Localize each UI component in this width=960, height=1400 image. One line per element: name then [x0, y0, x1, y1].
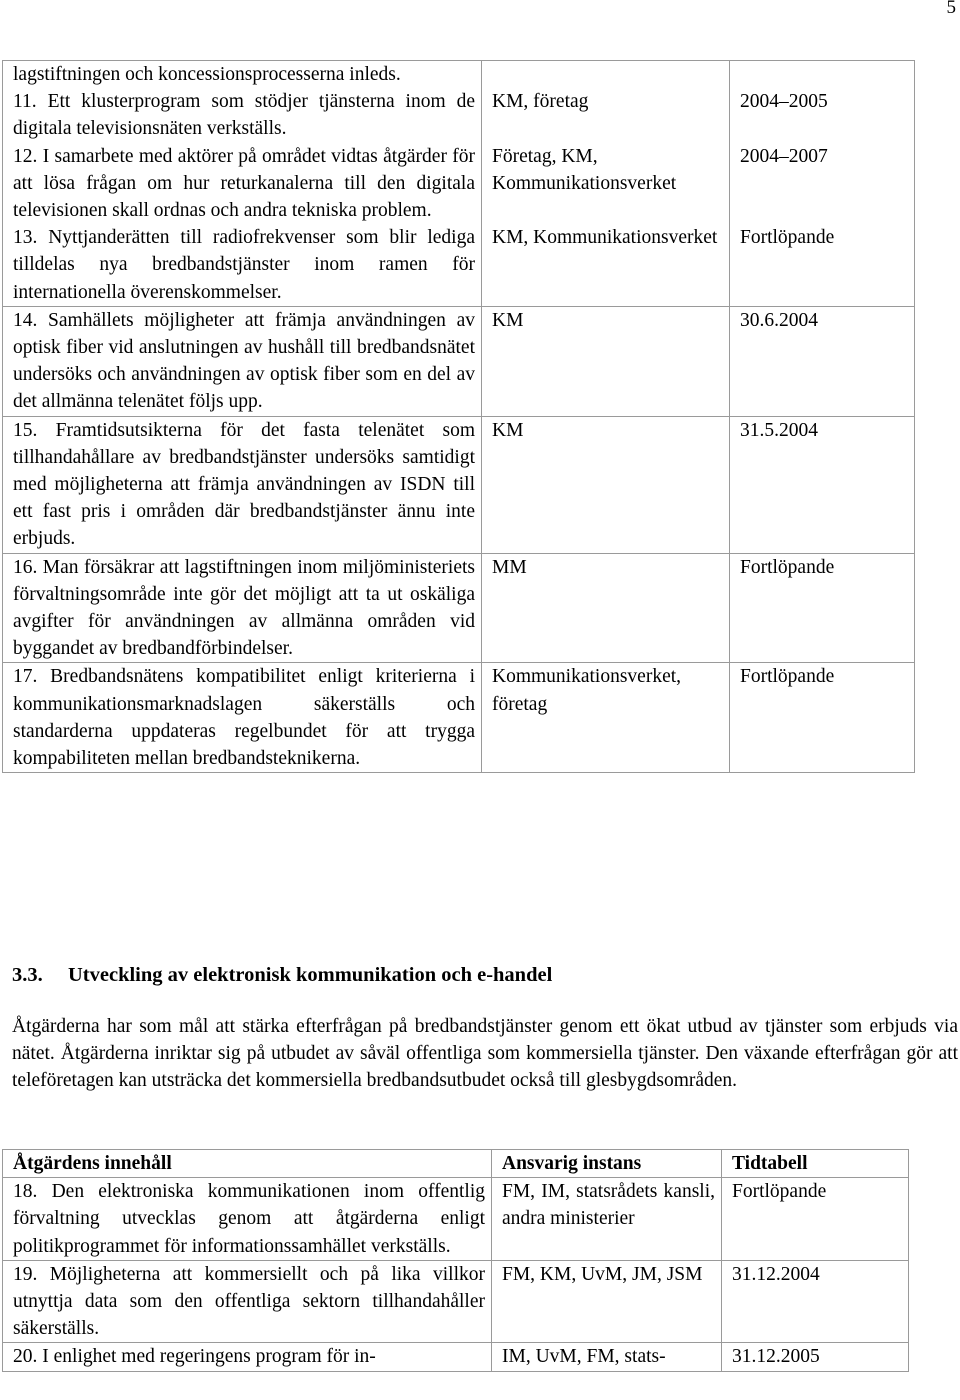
measures-table-continued [2, 60, 915, 773]
table-row [3, 416, 915, 553]
timetable-cell: 2004–2005 [730, 88, 915, 142]
section-heading [12, 962, 552, 989]
timetable-cell [730, 61, 915, 89]
table-row [3, 553, 915, 663]
timetable-cell: 31.12.2004 [722, 1260, 909, 1343]
timetable-cell: 31.5.2004 [730, 416, 915, 553]
header-measure: Åtgärdens innehåll [3, 1150, 492, 1178]
timetable-cell: 2004–2007 [730, 143, 915, 225]
responsible-cell: Företag, KM, Kommunikationsverket [482, 143, 730, 225]
page-number: 5 [946, 0, 956, 18]
measure-cell: 19. Möjligheterna att kommersiellt och på lika villkor utnyttja data som den offentliga sektorn tillhandahåller säkerställs. [3, 1260, 492, 1343]
table-row [3, 61, 915, 89]
table-row [3, 1178, 909, 1261]
measure-cell: 11. Ett klusterprogram som stödjer tjänsterna inom de digitala televisionsnäten verkställs. [3, 88, 482, 142]
responsible-cell: FM, KM, UvM, JM, JSM [492, 1260, 722, 1343]
table-row [3, 306, 915, 416]
header-timetable: Tidtabell [722, 1150, 909, 1178]
timetable-cell: 31.12.2005 [722, 1343, 909, 1371]
table-row [3, 224, 915, 306]
table-row [3, 88, 915, 142]
timetable-cell: Fortlöpande [730, 224, 915, 306]
responsible-cell: MM [482, 553, 730, 663]
measures-table [2, 1149, 909, 1372]
measure-cell: 17. Bredbandsnätens kompatibilitet enligt kriterierna i kommunikationsmarknadslagen säkerställs och standarderna uppdateras regelbundet för att trygga kompabiliteten mellan bredbandsteknikerna. [3, 663, 482, 773]
measure-cell: lagstiftningen och koncessionsprocesserna inleds. [3, 61, 482, 89]
responsible-cell: IM, UvM, FM, stats- [492, 1343, 722, 1371]
responsible-cell: KM, företag [482, 88, 730, 142]
table-row [3, 143, 915, 225]
measure-cell: 14. Samhällets möjligheter att främja användningen av optisk fiber vid anslutningen av hushåll till bredbandsnätet undersöks och användningen av optisk fiber som en del av det allmänna telenätet följs upp. [3, 306, 482, 416]
timetable-cell: Fortlöpande [730, 553, 915, 663]
responsible-cell: Kommunikationsverket, företag [482, 663, 730, 773]
responsible-cell [482, 61, 730, 89]
table-row [3, 663, 915, 773]
header-responsible: Ansvarig instans [492, 1150, 722, 1178]
measure-cell: 20. I enlighet med regeringens program för in- [3, 1343, 492, 1371]
measure-cell: 12. I samarbete med aktörer på området vidtas åtgärder för att lösa frågan om hur returkanalerna till den digitala televisionen skall ordnas och andra tekniska problem. [3, 143, 482, 225]
measure-cell: 15. Framtidsutsikterna för det fasta telenätet som tillhandahållare av bredbandstjänster undersöks samtidigt med möjligheterna att främja användningen av ISDN till ett fast pris i områden där bredbandstjänster ännu inte erbjuds. [3, 416, 482, 553]
responsible-cell: FM, IM, statsrådets kansli, andra ministerier [492, 1178, 722, 1261]
responsible-cell: KM [482, 306, 730, 416]
section-number: 3.3. [12, 964, 43, 986]
section-intro-paragraph: Åtgärderna har som mål att stärka efterfrågan på bredbandstjänster genom ett ökat utbud av tjänster som erbjuds via nätet. Åtgärderna inriktar sig på utbudet av såväl offentliga som kommersiella tjänster. Den växande efterfrågan gör att teleföretagen kan utsträcka det kommersiella bredbandsutbudet också till glesbygdsområden. [12, 1016, 958, 1092]
table-row [3, 1260, 909, 1343]
timetable-cell: 30.6.2004 [730, 306, 915, 416]
responsible-cell: KM [482, 416, 730, 553]
section-title: Utveckling av elektronisk kommunikation och e-handel [68, 964, 553, 986]
table-row [3, 1343, 909, 1371]
table-header-row [3, 1150, 909, 1178]
measure-cell: 13. Nyttjanderätten till radiofrekvenser som blir lediga tilldelas nya bredbandstjänster inom ramen för internationella överenskommelser. [3, 224, 482, 306]
timetable-cell: Fortlöpande [722, 1178, 909, 1261]
measure-cell: 16. Man försäkrar att lagstiftningen inom miljöministeriets förvaltningsområde inte gör det möjligt att ta ut oskäliga avgifter för användningen av allmänna områden vid byggandet av bredbandförbindelser. [3, 553, 482, 663]
measure-cell: 18. Den elektroniska kommunikationen inom offentlig förvaltning utvecklas genom att åtgärderna enligt politikprogrammet för informationssamhället verkställs. [3, 1178, 492, 1261]
timetable-cell: Fortlöpande [730, 663, 915, 773]
responsible-cell: KM, Kommunikationsverket [482, 224, 730, 306]
